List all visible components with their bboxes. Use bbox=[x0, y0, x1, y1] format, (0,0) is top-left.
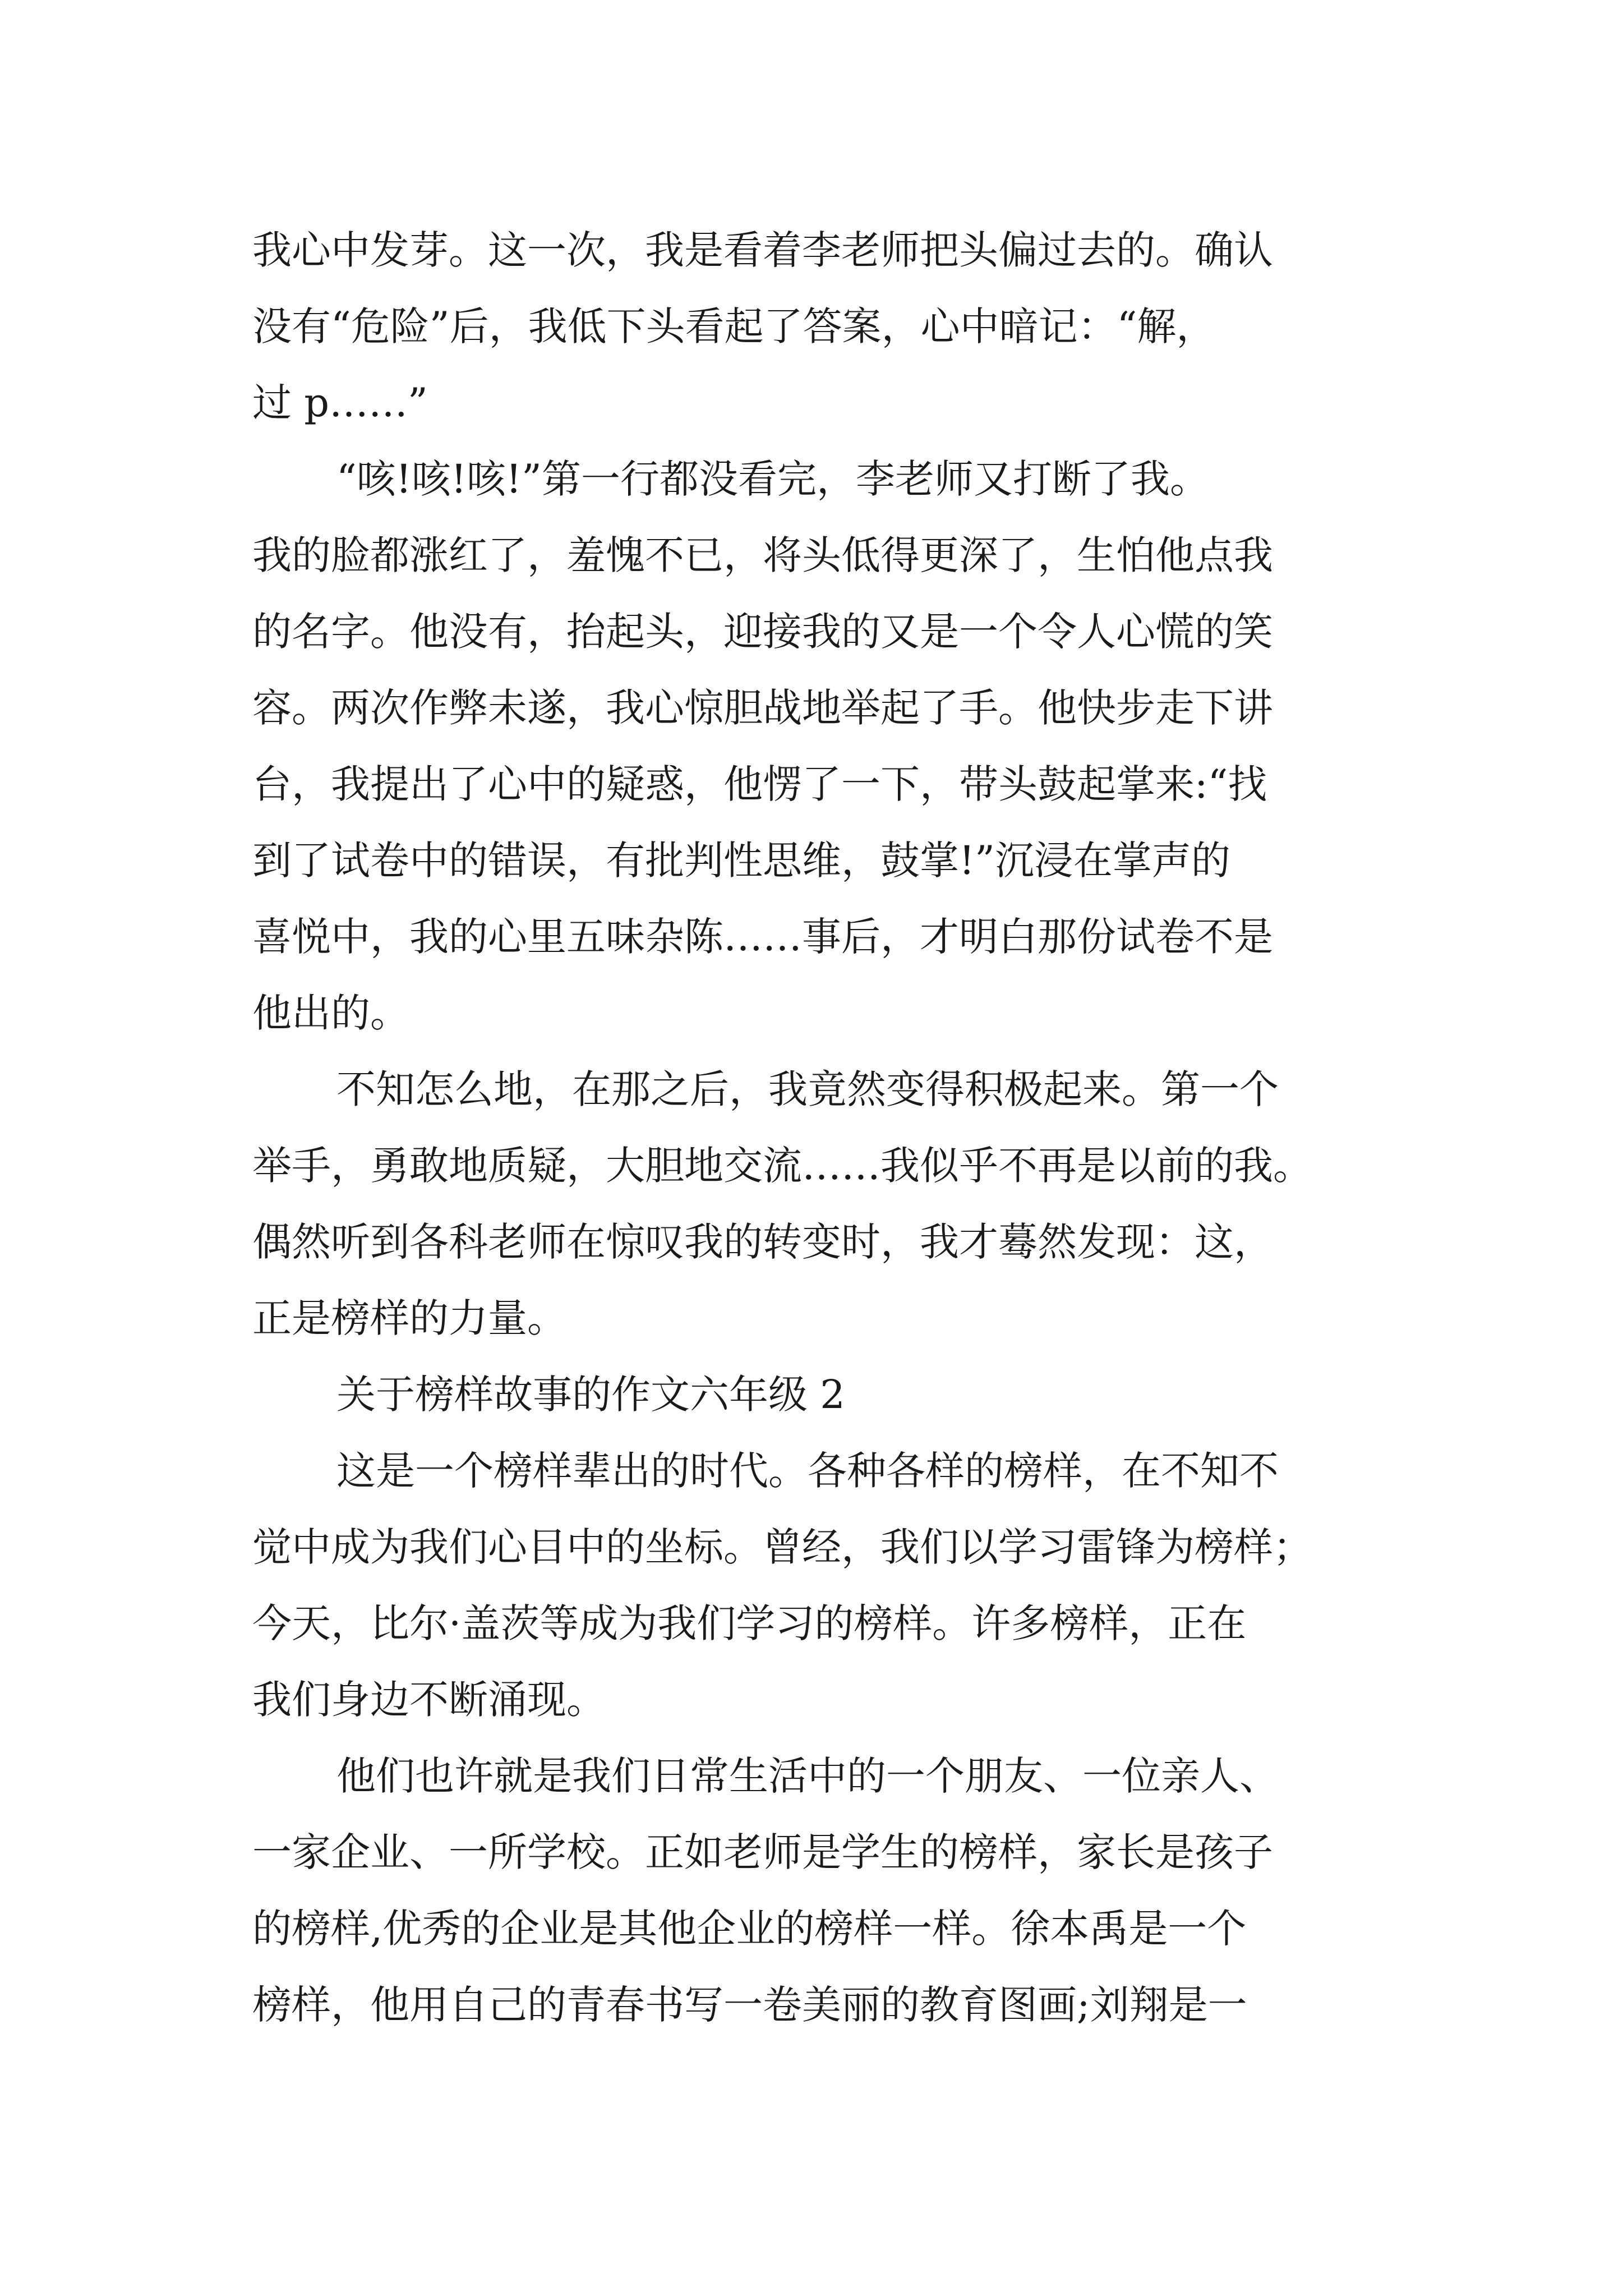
text-line: 正是榜样的力量。 bbox=[252, 1295, 566, 1341]
text-line: 我的脸都涨红了，羞愧不已，将头低得更深了，生怕他点我 bbox=[252, 532, 1273, 578]
section-heading: 关于榜样故事的作文六年级 2 bbox=[336, 1372, 845, 1418]
text-line: 喜悦中，我的心里五味杂陈……事后，才明白那份试卷不是 bbox=[252, 914, 1273, 960]
text-line: 榜样，他用自己的青春书写一卷美丽的教育图画;刘翔是一 bbox=[252, 1982, 1247, 2028]
text-line: 台，我提出了心中的疑惑，他愣了一下，带头鼓起掌来:“找 bbox=[252, 761, 1267, 807]
text-line: 容。两次作弊未遂，我心惊胆战地举起了手。他快步走下讲 bbox=[252, 685, 1273, 731]
text-line: 他们也许就是我们日常生活中的一个朋友、一位亲人、 bbox=[336, 1753, 1279, 1799]
text-line: 举手，勇敢地质疑，大胆地交流……我似乎不再是以前的我。 bbox=[252, 1143, 1312, 1189]
text-line: 我们身边不断涌现。 bbox=[252, 1677, 606, 1723]
text-line: 他出的。 bbox=[252, 990, 409, 1036]
text-line: “咳!咳!咳!”第一行都没看完，李老师又打断了我。 bbox=[336, 456, 1209, 502]
text-line: 不知怎么地，在那之后，我竟然变得积极起来。第一个 bbox=[336, 1066, 1279, 1112]
text-line: 的榜样,优秀的企业是其他企业的榜样一样。徐本禹是一个 bbox=[252, 1906, 1247, 1952]
body-text bbox=[252, 212, 1380, 2043]
text-line: 没有“危险”后，我低下头看起了答案，心中暗记：“解， bbox=[252, 303, 1216, 349]
text-line: 的名字。他没有，抬起头，迎接我的又是一个令人心慌的笑 bbox=[252, 609, 1273, 655]
text-line: 这是一个榜样辈出的时代。各种各样的榜样，在不知不 bbox=[336, 1448, 1279, 1494]
text-line: 觉中成为我们心目中的坐标。曾经，我们以学习雷锋为榜样； bbox=[252, 1524, 1312, 1570]
text-line: 到了试卷中的错误，有批判性思维，鼓掌!”沉浸在掌声的 bbox=[252, 838, 1230, 884]
text-line: 偶然听到各科老师在惊叹我的转变时，我才蓦然发现：这， bbox=[252, 1219, 1273, 1265]
text-line: 一家企业、一所学校。正如老师是学生的榜样，家长是孩子 bbox=[252, 1829, 1273, 1875]
text-line: 今天，比尔·盖茨等成为我们学习的榜样。许多榜样，正在 bbox=[252, 1600, 1247, 1646]
text-line: 过 p……” bbox=[252, 380, 428, 426]
text-line: 我心中发芽。这一次，我是看着李老师把头偏过去的。确认 bbox=[252, 227, 1273, 273]
